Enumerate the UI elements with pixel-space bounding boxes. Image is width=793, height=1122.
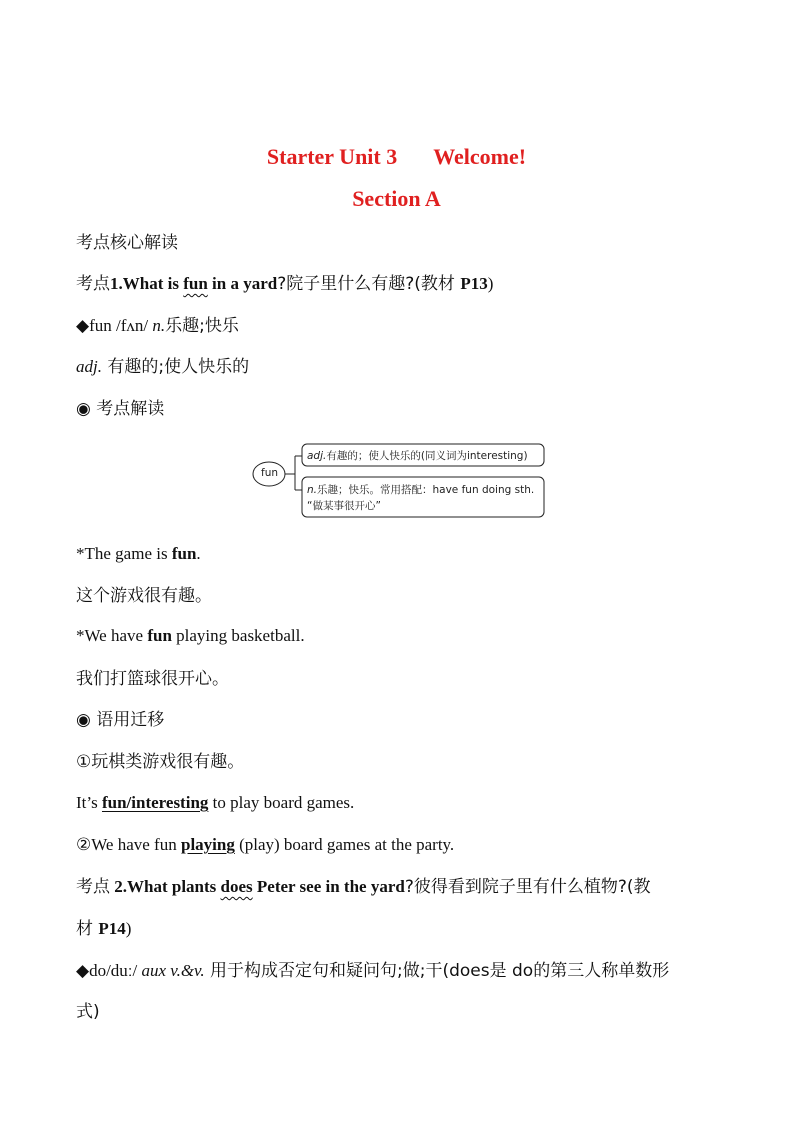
practice-q1-prompt: ①玩棋类游戏很有趣。 <box>76 752 245 772</box>
point2-title-pre: 2.What plants <box>110 877 221 896</box>
point1-page: P13 <box>460 274 488 293</box>
practice-label: ◉ 语用迁移 <box>76 710 165 730</box>
point1-title <box>76 272 493 296</box>
fun-definition <box>76 314 239 338</box>
point1-title-cn: ?院子里什么有趣?(教材 <box>277 274 461 294</box>
mind-map-branch-noun-2: “做某事很开心” <box>307 500 381 512</box>
point2-title-line2 <box>76 917 131 941</box>
do-definition <box>76 959 669 983</box>
diamond-bullet-icon: ◆ <box>76 316 90 335</box>
branch-noun-text: 乐趣；快乐。常用搭配：have fun doing sth. <box>317 484 535 496</box>
practice-q2-post: (play) board games at the party. <box>234 835 455 854</box>
fun-adj-definition <box>76 355 249 379</box>
point1-title-key: fun <box>183 274 208 293</box>
point1-title-post: in a yard <box>207 274 278 293</box>
point1-label: 考点 <box>76 274 110 294</box>
mind-map-branch-noun <box>307 482 534 497</box>
example2-post: playing basketball. <box>171 626 305 645</box>
unit-title <box>0 144 793 170</box>
do-pos: aux v.&v. <box>141 961 205 980</box>
branch-adj-pos: adj. <box>307 450 327 462</box>
do-word: do/duː/ <box>89 961 142 980</box>
point2-title-post: Peter see in the yard <box>252 877 405 896</box>
fun-word: fun /fʌn/ <box>89 316 153 335</box>
mind-map-branch-adj <box>307 448 528 463</box>
point2-title-key: does <box>220 877 253 896</box>
point2-label: 考点 <box>76 877 110 897</box>
unit-welcome: Welcome! <box>433 144 527 169</box>
practice-q1-post: to play board games. <box>208 793 355 812</box>
example1-translation: 这个游戏很有趣。 <box>76 586 212 606</box>
example1 <box>76 542 201 566</box>
core-heading: 考点核心解读 <box>76 233 178 253</box>
example1-post: . <box>196 544 201 563</box>
point1-title-pre: 1.What is <box>110 274 184 293</box>
fun-meaning-adj: 有趣的;使人快乐的 <box>101 357 250 377</box>
practice-q1-answer: fun/interesting <box>101 793 209 812</box>
example2-pre: *We have <box>76 626 148 645</box>
fun-pos-adj: adj. <box>76 357 102 376</box>
branch-noun-pos: n. <box>307 484 317 496</box>
example1-key: fun <box>171 544 197 563</box>
example2 <box>76 624 305 648</box>
analysis-label: ◉ 考点解读 <box>76 399 165 419</box>
practice-q2-answer: playing <box>180 835 235 854</box>
unit-name: Starter Unit 3 <box>266 144 398 169</box>
practice-q2 <box>76 833 454 857</box>
diamond-bullet-icon: ◆ <box>76 961 90 980</box>
mind-map-center: fun <box>261 467 279 479</box>
practice-q2-pre: ②We have fun <box>76 835 181 854</box>
do-meaning-line2: 式) <box>76 1002 100 1022</box>
point2-title-cn: ?彼得看到院子里有什么植物?(教 <box>404 877 651 897</box>
point2-page: P14 <box>98 919 126 938</box>
fun-pos-noun: n. <box>152 316 166 335</box>
section-title: Section A <box>352 186 441 211</box>
fun-mind-map <box>250 440 550 520</box>
practice-q1-pre: It’s <box>76 793 102 812</box>
point1-close: ) <box>487 274 494 293</box>
fun-meaning-noun: 乐趣;快乐 <box>165 316 239 336</box>
branch-adj-text: 有趣的；使人快乐的(同义词为interesting) <box>326 450 528 462</box>
example2-translation: 我们打篮球很开心。 <box>76 669 229 689</box>
practice-q1 <box>76 791 354 815</box>
example2-key: fun <box>147 626 172 645</box>
do-meaning: 用于构成否定句和疑问句;做;干(does是 do的第三人称单数形 <box>204 961 670 981</box>
example1-pre: *The game is <box>76 544 172 563</box>
point2-title <box>76 875 651 899</box>
point2-line2-cn: 材 <box>76 919 99 939</box>
point2-close: ) <box>125 919 132 938</box>
